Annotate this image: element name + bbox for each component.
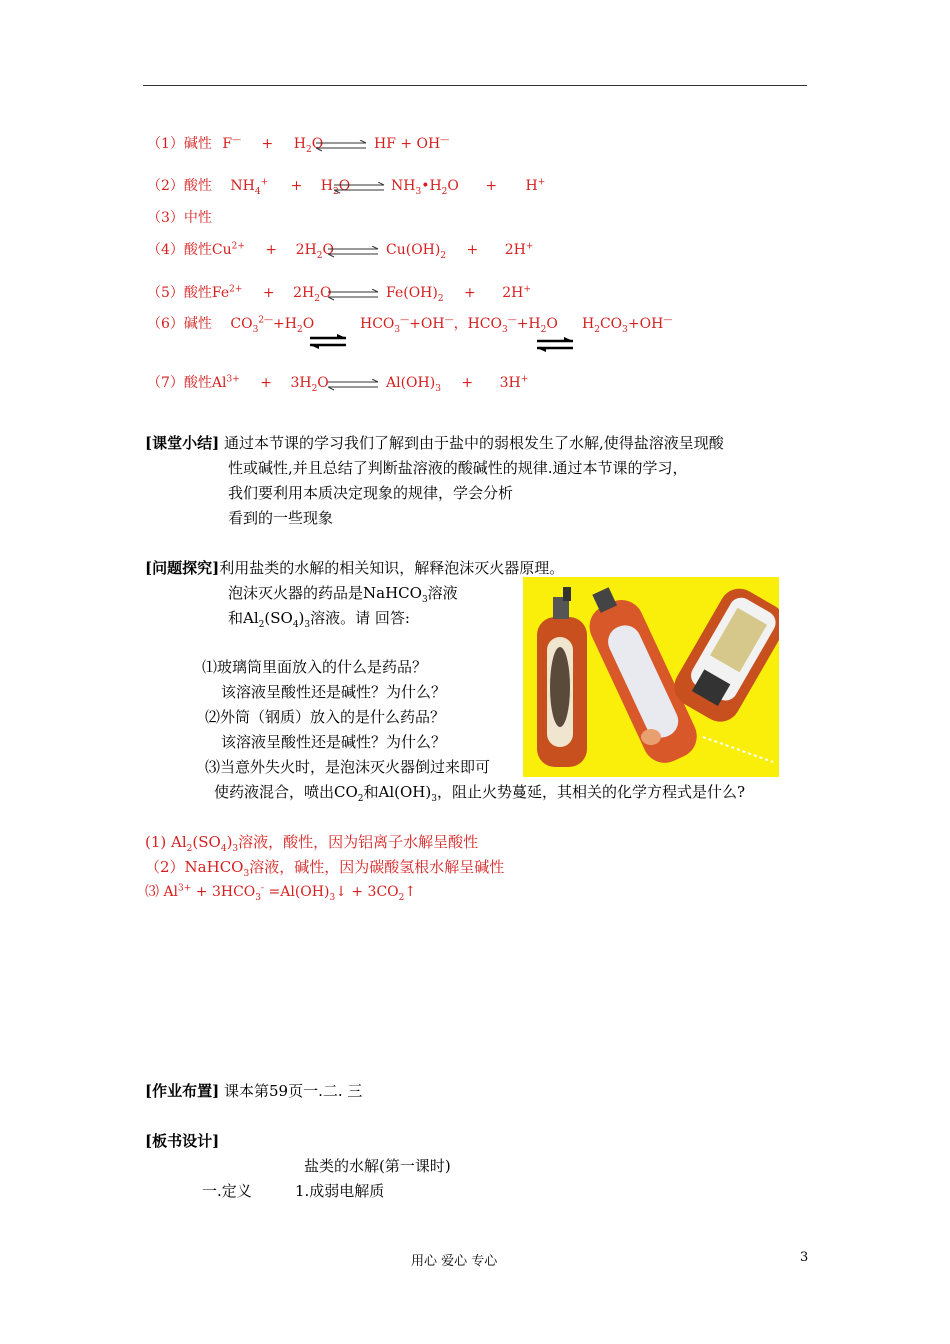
question-1a: ⑴玻璃筒里面放入的什么是药品？ [202, 658, 428, 676]
equilibrium-arrow-icon [316, 140, 368, 152]
equation-4-product: $Cu(OH)_2 + 2H^+$ [386, 241, 534, 261]
summary-line-1: [课堂小结] 通过本节课的学习我们了解到由于盐中的弱根发生了水解,使得盐溶液呈现酸 [145, 434, 724, 452]
footer-motto: 用心 爱心 专心 [411, 1254, 498, 1269]
summary-line-4: 看到的一些现象 [228, 509, 334, 527]
equation-6-middle: $HCO_3^—+OH^—$，$HCO_3^—+H_2O$ [360, 315, 558, 335]
homework-line: [作业布置] 课本第59页一.二. 三 [145, 1082, 363, 1100]
question-3b: 使药液混合，喷出$CO_2$和$Al(OH)_3$，阻止火势蔓延，其相关的化学方程式是什么? [214, 783, 746, 804]
equation-3: （3）中性 [147, 210, 212, 226]
equilibrium-arrow-icon [328, 379, 380, 391]
question-3a: ⑶当意外失火时，是泡沫灭火器倒过来即可 [205, 758, 491, 776]
question-2a: ⑵外筒（钢质）放入的是什么药品？ [205, 708, 446, 726]
equation-1-product: HF + OH— [374, 135, 450, 152]
homework-label: [作业布置] [145, 1082, 220, 1100]
explore-line-2: 泡沫灭火器的药品是NaHCO$_3$溶液 [228, 584, 458, 605]
board-item-weak-electrolyte: 1.成弱电解质 [295, 1182, 385, 1200]
equation-6-end: $H_2CO_3+OH^—$ [582, 315, 673, 335]
equation-1: （1）碱性 $F^— + H_2O$ [147, 135, 324, 155]
answer-1: (1) $Al_2(SO_4)_3$溶液，酸性，因为铝离子水解呈酸性 [145, 833, 479, 854]
summary-label: [课堂小结] [145, 434, 220, 452]
equation-7: （7）酸性$Al^{3+} + 3H_2O$ [147, 374, 329, 394]
question-2b: 该溶液呈酸性还是碱性？为什么？ [221, 733, 447, 751]
explore-line-3: 和$Al_2(SO_4)_3$溶液。请 回答: [228, 609, 410, 630]
page-number: 3 [800, 1250, 809, 1265]
equilibrium-arrow-icon [310, 334, 348, 350]
equation-6: （6）碱性 $CO_3^{2—}+H_2O$ [147, 315, 315, 335]
answer-3: ⑶ $Al^{3+} + 3HCO_3^-$ $=Al(OH)_3↓$ + $3CO_2↑$ [145, 883, 417, 903]
explore-label: [问题探究] [145, 559, 220, 577]
board-title: 盐类的水解(第一课时) [304, 1157, 451, 1175]
equation-2: （2）酸性 $NH_4^+ + H_2O$ [147, 177, 351, 197]
equilibrium-arrow-icon [328, 289, 380, 301]
equation-7-product: $Al(OH)_3 + 3H^+$ [386, 374, 529, 394]
answer-2: （2）NaHCO$_3$溶液，碱性，因为碳酸氢根水解呈碱性 [145, 858, 505, 879]
equation-5: （5）酸性$Fe^{2+} + 2H_2O$ [147, 284, 332, 304]
equilibrium-arrow-icon [334, 182, 386, 194]
header-rule [143, 85, 807, 86]
board-item-definition: 一.定义 [202, 1182, 252, 1200]
summary-line-2: 性或碱性,并且总结了判断盐溶液的酸碱性的规律.通过本节课的学习， [228, 459, 688, 477]
equation-4: （4）酸性$Cu^{2+} + 2H_2O$ [147, 241, 334, 261]
equation-2-product: $NH_3•H_2O + H^+$ [391, 177, 546, 197]
explore-line-1: [问题探究]利用盐类的水解的相关知识，解释泡沫灭火器原理。 [145, 559, 565, 577]
board-label: [板书设计] [145, 1132, 220, 1150]
equilibrium-arrow-icon [328, 246, 380, 258]
equation-5-product: $Fe(OH)_2 + 2H^+$ [386, 284, 531, 304]
fire-extinguisher-image [523, 577, 779, 777]
summary-line-3: 我们要利用本质决定现象的规律，学会分析 [228, 484, 514, 502]
equilibrium-arrow-icon [537, 337, 575, 353]
question-1b: 该溶液呈酸性还是碱性？为什么？ [221, 683, 447, 701]
